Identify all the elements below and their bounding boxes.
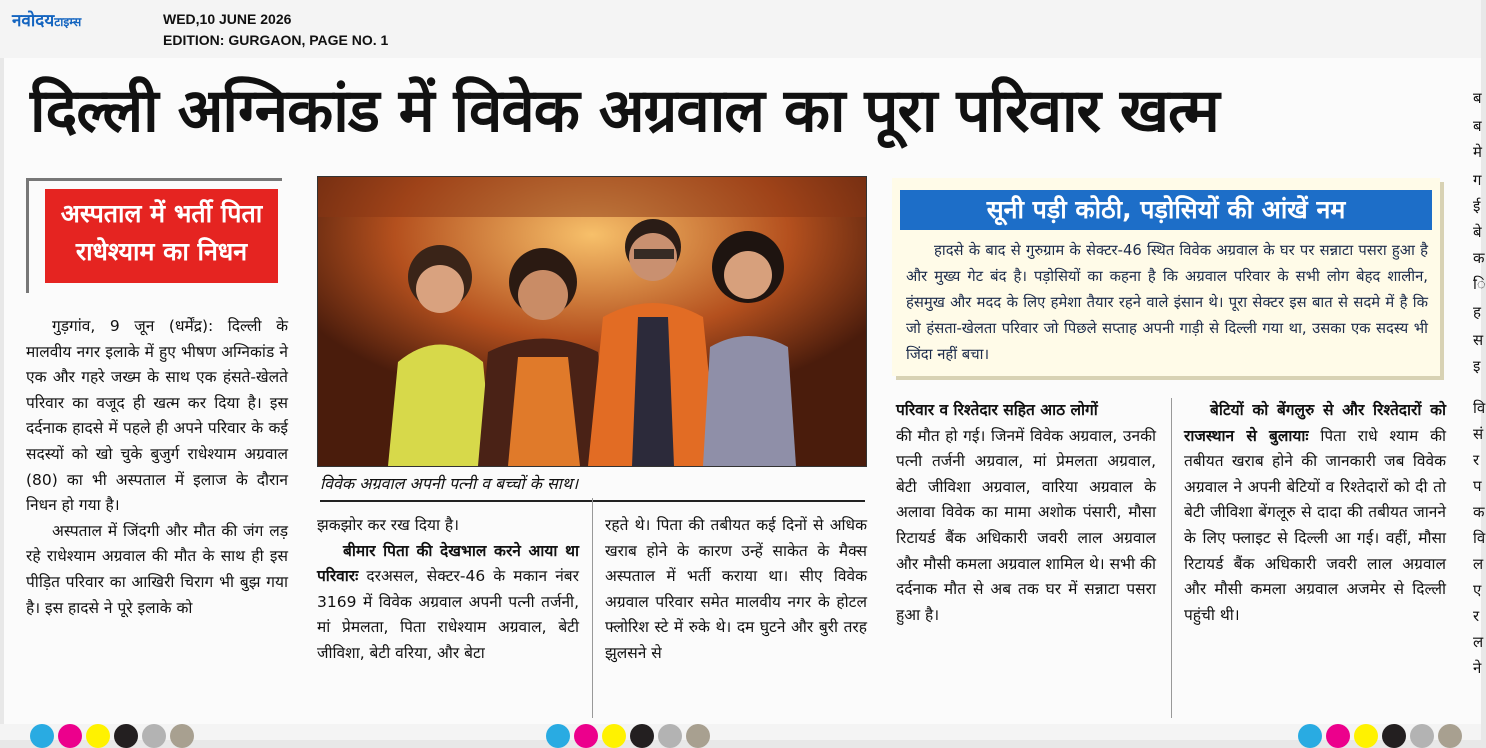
registration-dot [30,724,54,748]
adjacent-column-char: ल [1473,633,1484,651]
column-4-paragraph-1: की मौत हो गई। जिनमें विवेक अग्रवाल, उनकी पत्नी तर्जनी अग्रवाल, मां प्रेमलता अग्रवाल, बेटी जीविशा अग्रवाल, वारिया अग्रवाल के अलावा विवेक का मामा अशोक पंसारी, मौसा रिटायर्ड बैंक अधिकारी जवरी लाल अग्रवाल और मौसी कमला अग्रवाल शामिल थे। सभी की दर्दनाक मौत से अब तक घर में सन्नाटा पसरा हुआ है। [896,426,1156,624]
column-3 [605,513,867,667]
column-2 [317,513,579,667]
issue-date: WED,10 JUNE 2026 [163,11,292,27]
newspaper-page [4,58,1486,724]
side-story-paragraph-2: अस्पताल में जिंदगी और मौत की जंग लड़ रहे राधेश्याम अग्रवाल की मौत के साथ ही इस पीड़ित परिवार का आखिरी चिराग भी बुझ गया है। इस हादसे ने पूरे इलाके को [26,521,288,617]
adjacent-column-char: मे [1473,143,1482,161]
registration-dot [1326,724,1350,748]
brand-sub: टाइम्स [54,15,82,29]
adjacent-column-char: र [1473,451,1480,469]
adjacent-column-char: क [1473,503,1485,521]
registration-dot [1382,724,1406,748]
print-registration-bar [0,724,1481,740]
column-2-paragraph-1: झकझोर कर रख दिया है। [317,516,460,534]
column-5 [1184,398,1446,628]
registration-dot [58,724,82,748]
adjacent-column-char: बे [1473,223,1482,241]
neighbors-box-title: सूनी पड़ी कोठी, पड़ोसियों की आंखें नम [900,190,1432,230]
adjacent-column-char: ब [1473,89,1482,107]
adjacent-column-char: ह [1473,303,1481,321]
column-divider [592,498,593,718]
column-2-subhead: बीमार पिता की देखभाल करने आया था परिवारः [317,541,579,586]
adjacent-column-char: ई [1473,197,1481,215]
family-photo [317,176,867,467]
registration-dot [574,724,598,748]
registration-dot [114,724,138,748]
adjacent-column-char: ग [1473,171,1482,189]
neighbors-box-text: हादसे के बाद से गुरुग्राम के सेक्टर-46 स्थित विवेक अग्रवाल के घर पर सन्नाटा पसरा हुआ है और मुख्य गेट बंद है। पड़ोसियों का कहना है कि अग्रवाल परिवार के सभी लोग बेहद शालीन, हंसमुख और मदद के लिए हमेशा तैयार रहने वाले इंसान थे। पूरा सेक्टर इस बात से सदमे में है कि जो हंसता-खेलता परिवार जो पिछले सप्ताह अपनी गाड़ी से दिल्ली गया था, उसका एक सदस्य भी जिंदा नहीं बचा। [906,242,1428,363]
main-headline: दिल्ली अग्निकांड में विवेक अग्रवाल का पूरा परिवार खत्म [30,76,1219,146]
column-5-subhead: बेटियों को बेंगलुरु से और रिश्तेदारों को राजस्थान से बुलायाः [1184,401,1446,445]
column-4-subhead: परिवार व रिश्तेदार सहित आठ लोगों [896,401,1098,419]
registration-dot [658,724,682,748]
adjacent-column-char: वि [1473,529,1486,547]
adjacent-column-char: क [1473,249,1485,267]
newspaper-logo [12,8,81,31]
adjacent-column-char: ल [1473,555,1484,573]
registration-dot [170,724,194,748]
adjacent-column-char: र [1473,607,1480,625]
registration-dot [1410,724,1434,748]
side-story-paragraph-1: गुड़गांव, 9 जून (धर्मेंद्र): दिल्ली के मालवीय नगर इलाके में हुए भीषण अग्निकांड ने एक और गहरे जख्म के साथ एक हंसते-खेलते परिवार का वजूद ही खत्म कर दिया है। इस दर्दनाक हादसे में पहले ही अपने परिवार के कई सदस्यों को खो चुके बुजुर्ग राधेश्याम अग्रवाल (80) का भी अस्पताल में इलाज के दौरान निधन हो गया है। [26,317,288,515]
adjacent-column-strip [1453,58,1486,724]
column-3-paragraph-1: रहते थे। पिता की तबीयत कई दिनों से अधिक खराब होने के कारण उन्हें साकेत के मैक्स अस्पताल में भर्ती कराया था। सीए विवेक अग्रवाल परिवार समेत मालवीय नगर के होटल फ्लोरिश स्टे में रुके थे। दम घुटने और बुरी तरह झुलसने से [605,516,867,662]
adjacent-column-char: इ [1473,357,1481,375]
edition-info [163,9,388,51]
brand-main: नवोदय [12,11,55,31]
edition-label: EDITION: GURGAON, PAGE NO. 1 [163,32,389,48]
registration-dot [686,724,710,748]
adjacent-column-char: ि [1473,275,1486,293]
side-story-body [26,314,288,621]
registration-dot [1438,724,1462,748]
adjacent-column-char: प [1473,477,1482,495]
registration-dot [86,724,110,748]
column-5-paragraph-1: पिता राधे श्याम की तबीयत खराब होने की जानकारी जब विवेक अग्रवाल ने अपनी बेटियों व रिश्तेदारों को दी तो बेटी जीविशा बेंगलूरु से दादा की तबीयत जानने के लिए फ्लाइट से दिल्ली आ गई। वहीं, मौसा रिटायर्ड बैंक अधिकारी जवरी लाल अग्रवाल और मौसी कमला अग्रवाल अजमेर से दिल्ली पहुंची थी। [1184,426,1446,624]
registration-dot [1354,724,1378,748]
adjacent-column-char: स [1473,331,1484,349]
registration-dot [630,724,654,748]
neighbors-box [892,178,1440,376]
adjacent-column-char: वि [1473,399,1486,417]
photo-caption: विवेक अग्रवाल अपनी पत्नी व बच्चों के साथ। [320,472,865,502]
column-4 [896,398,1156,628]
side-story-title: अस्पताल में भर्ती पिता राधेश्याम का निधन [45,189,278,283]
registration-dot [1298,724,1322,748]
adjacent-column-char: ने [1473,659,1482,677]
registration-dot [546,724,570,748]
column-divider [1171,398,1172,718]
adjacent-column-char: सं [1473,425,1484,443]
side-story-frame [26,178,282,293]
masthead [0,0,1481,58]
adjacent-column-char: ए [1473,581,1482,599]
column-2-paragraph-2: दरअसल, सेक्टर-46 के मकान नंबर 3169 में विवेक अग्रवाल अपनी पत्नी तर्जनी, मां प्रेमलता, पिता राधेश्याम अग्रवाल, बेटी जीविशा, बेटी वरिया, और बेटा [317,567,579,662]
registration-dot [142,724,166,748]
family-photo-illustration [318,177,866,466]
registration-dot [602,724,626,748]
adjacent-column-char: ब [1473,117,1482,135]
